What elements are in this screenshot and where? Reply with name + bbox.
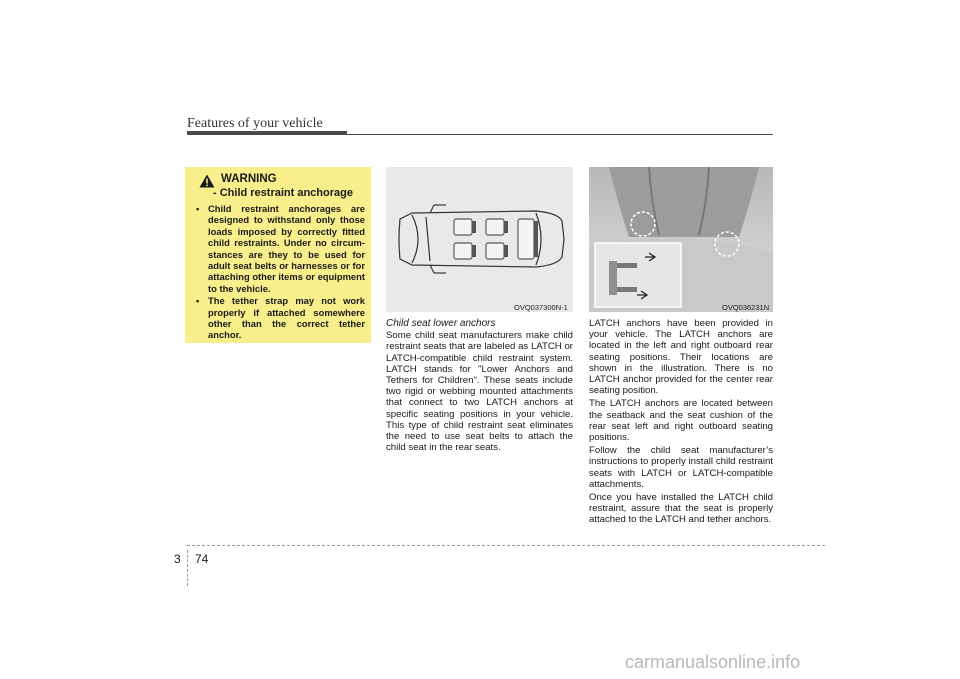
figure-code: OVQ036231N [722, 303, 770, 312]
warning-item: • The tether strap may not work properly if attached somewhere other than the correct tether anchor. [193, 295, 365, 341]
section-heading: Child seat lower anchors [386, 318, 496, 329]
warning-title: WARNING [221, 173, 277, 185]
footer-divider [187, 550, 188, 586]
chapter-number: 3 [174, 552, 181, 566]
header-rule [187, 134, 773, 135]
warning-box [185, 167, 371, 343]
warning-triangle-icon [199, 174, 215, 188]
body-paragraph: Once you have installed the LATCH child restraint, assure that the seat is properly attached to the LATCH and tether anchors. [589, 492, 773, 526]
body-paragraph: LATCH anchors have been provided in your vehicle. The LATCH anchors are located in the left and right outboard rear seating positions. Their locations are shown in the illustration. There is no LATCH anchor provided for the center rear seating position. [589, 318, 773, 397]
right-column [589, 318, 773, 528]
middle-column [386, 318, 573, 455]
footer-rule [187, 545, 825, 546]
warning-subtitle: - Child restraint anchorage [213, 187, 353, 199]
header-title: Features of your vehicle [187, 116, 323, 131]
body-paragraph: The LATCH anchors are located between the seatback and the seat cushion of the rear seat left and right outboard seating positions. [589, 398, 773, 444]
warning-item: • Child restraint anchorages are designed to withstand only those loads imposed by correctly fitted child restraints. Under no circum- stances are they to be used for adult seat belts or harnesses or for attaching other items or equipment to the vehicle. [193, 203, 365, 294]
watermark: carmanualsonline.info [625, 652, 801, 672]
vehicle-top-view-illustration [386, 167, 573, 312]
latch-anchor-photo [589, 167, 773, 312]
warning-list [193, 203, 365, 341]
body-paragraph: Some child seat manufacturers make child restraint seats that are labeled as LATCH or LATCH-compatible child restraint system. LATCH stands for "Lower Anchors and Tethers for Children". These seats include two rigid or webbing mounted attachments that connect to two LATCH anchors at specific seating positions in your vehicle. This type of child restraint seat eliminates the need to use seat belts to attach the child seat in the rear seats. [386, 330, 573, 454]
page-number: 74 [195, 552, 209, 566]
body-paragraph: Follow the child seat manufacturer’s instructions to properly install child restraint seats with LATCH or LATCH-compatible attachments. [589, 445, 773, 490]
figure-code: OVQ037300N-1 [514, 303, 568, 312]
